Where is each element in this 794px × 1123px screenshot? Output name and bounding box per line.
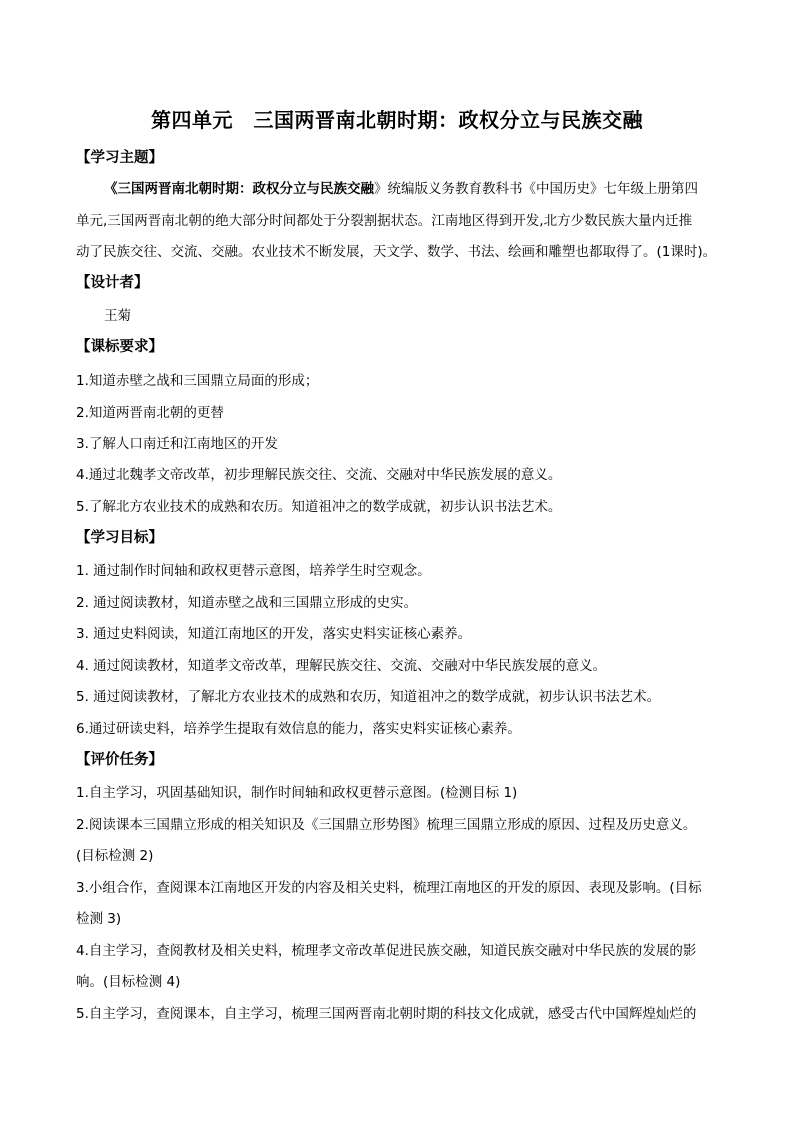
- heading-curriculum-standards: 【课标要求】: [76, 339, 163, 355]
- task-line: 检测 3): [76, 911, 122, 927]
- task-line: 2.阅读课本三国鼎立形成的相关知识及《三国鼎立形势图》梳理三国鼎立形成的原因、过程及历史意义。: [76, 817, 697, 833]
- topic-paragraph-line-2: 单元,三国两晋南北朝的绝大部分时间都处于分裂割据状态。江南地区得到开发,北方少数民族大量内迁推: [76, 213, 693, 229]
- designer-name: 王菊: [104, 308, 131, 324]
- objective-item: 5. 通过阅读教材，了解北方农业技术的成熟和农历，知道祖冲之的数学成就，初步认识书法艺术。: [76, 689, 661, 705]
- standard-item: 5.了解北方农业技术的成熟和农历。知道祖冲之的数学成就，初步认识书法艺术。: [76, 499, 562, 515]
- standard-item: 2.知道两晋南北朝的更替: [76, 405, 224, 421]
- standard-item: 1.知道赤壁之战和三国鼎立局面的形成；: [76, 373, 319, 389]
- task-line: (目标检测 2): [76, 848, 154, 864]
- standard-item: 4.通过北魏孝文帝改革，初步理解民族交往、交流、交融对中华民族发展的意义。: [76, 467, 562, 483]
- task-line: 响。(目标检测 4): [76, 974, 181, 990]
- heading-learning-objectives: 【学习目标】: [76, 530, 163, 546]
- topic-title-bold: 《三国两晋南北朝时期：政权分立与民族交融: [104, 181, 374, 197]
- heading-evaluation-tasks: 【评价任务】: [76, 752, 163, 768]
- task-line: 3.小组合作，查阅课本江南地区开发的内容及相关史料，梳理江南地区的开发的原因、表现及影响。(目标: [76, 880, 702, 896]
- task-line: 5.自主学习，查阅课本，自主学习，梳理三国两晋南北朝时期的科技文化成就，感受古代中国辉煌灿烂的: [76, 1006, 697, 1022]
- objective-item: 3. 通过史料阅读，知道江南地区的开发，落实史料实证核心素养。: [76, 626, 472, 642]
- topic-line1-rest: 》统编版义务教育教科书《中国历史》七年级上册第四: [374, 181, 698, 197]
- objective-item: 2. 通过阅读教材，知道赤壁之战和三国鼎立形成的史实。: [76, 595, 418, 611]
- page-title: 第四单元 三国两晋南北朝时期：政权分立与民族交融: [151, 108, 643, 132]
- objective-item: 1. 通过制作时间轴和政权更替示意图，培养学生时空观念。: [76, 563, 431, 579]
- topic-paragraph-line-1: [104, 177, 698, 197]
- heading-designer: 【设计者】: [76, 275, 149, 291]
- task-line: 1.自主学习，巩固基础知识，制作时间轴和政权更替示意图。(检测目标 1): [76, 785, 518, 801]
- task-line: 4.自主学习，查阅教材及相关史料，梳理孝文帝改革促进民族交融，知道民族交融对中华民族的发展的影: [76, 943, 697, 959]
- objective-item: 4. 通过阅读教材，知道孝文帝改革，理解民族交往、交流、交融对中华民族发展的意义。: [76, 658, 607, 674]
- objective-item: 6.通过研读史料，培养学生提取有效信息的能力，落实史料实证核心素养。: [76, 721, 521, 737]
- standard-item: 3.了解人口南迁和江南地区的开发: [76, 436, 278, 452]
- heading-learning-topic: 【学习主题】: [76, 150, 163, 166]
- topic-paragraph-line-3: 动了民族交往、交流、交融。农业技术不断发展，天文学、数学、书法、绘画和雕塑也都取得了。(1课时)。: [76, 244, 717, 260]
